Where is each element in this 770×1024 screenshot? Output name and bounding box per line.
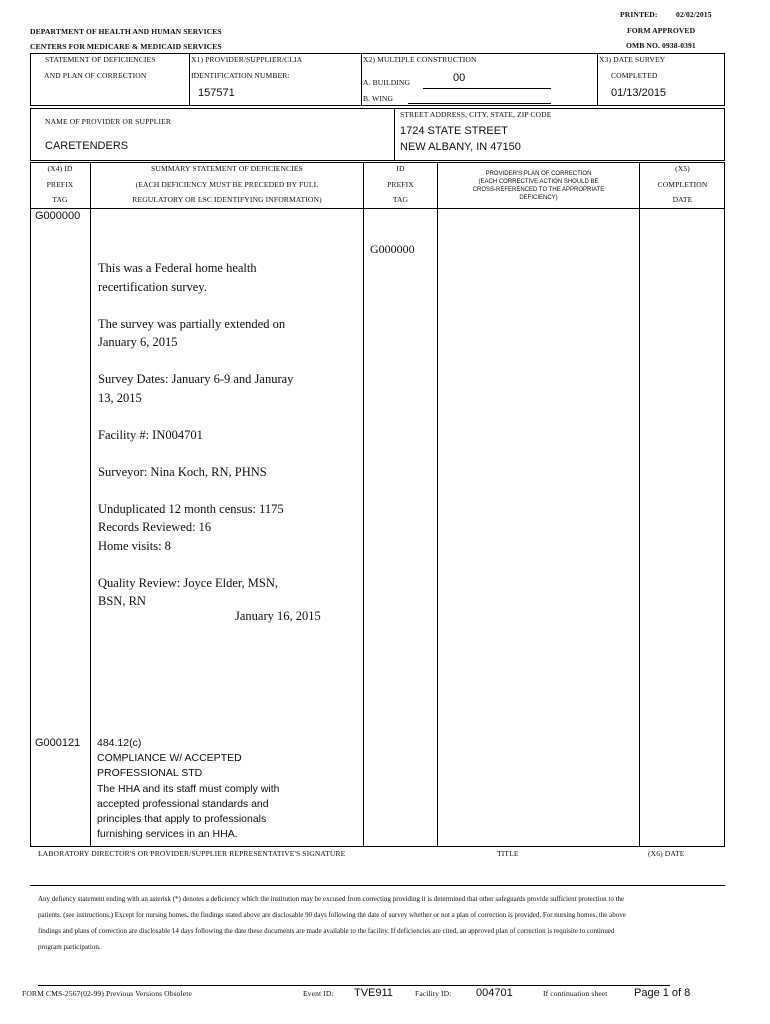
event-id: TVE911 <box>354 987 393 999</box>
provider-name-label: NAME OF PROVIDER OR SUPPLIER <box>45 117 172 126</box>
form-number: FORM CMS-2567(02-99) Previous Versions Obsolete <box>22 989 192 998</box>
plan-header-line4: DEFICIENCY) <box>519 195 558 201</box>
provider-name: CARETENDERS <box>45 140 129 152</box>
page-number: Page 1 of 8 <box>634 987 691 999</box>
date-header: DATE <box>672 195 693 204</box>
plan-tag-1: G000000 <box>370 242 415 256</box>
x4-prefix-header: PREFIX <box>46 180 74 189</box>
deficiency-text-1: This was a Federal home health recertification survey. The survey was partially extended on January 6, 2015 Survey Dates: January 6-9 and Januray 13, 2015 Facility #: IN004701 Surveyor: Nina Koch, RN, PHNS Unduplicated 12 month census: 1175 Records Reviewed: 16 Home visits: 8 Quality Review: Joyce Elder, MSN, BSN, RN <box>98 261 294 608</box>
identification-label: IDENTIFICATION NUMBER: <box>191 71 290 80</box>
x4-tag-header: TAG <box>52 195 68 204</box>
plan-header-line2: (EACH CORRECTIVE ACTION SHOULD BE <box>478 179 599 185</box>
department-title: DEPARTMENT OF HEALTH AND HUMAN SERVICES <box>30 27 222 36</box>
provider-number: 157571 <box>198 87 235 99</box>
deficiency-tag-2: G000121 <box>35 737 81 749</box>
review-date: January 16, 2015 <box>235 609 321 623</box>
deficiency-tag-1: G000000 <box>35 210 81 222</box>
event-id-label: Event ID: <box>303 989 334 998</box>
deficiency-text-2: 484.12(c) COMPLIANCE W/ ACCEPTED PROFESSIONAL STD The HHA and its staff must comply with accepted professional standards and principles that apply to professionals furnishing services in an HHA. <box>97 737 280 841</box>
completion-header: COMPLETION <box>657 180 708 189</box>
printed-label: PRINTED: <box>620 10 658 19</box>
street-address: 1724 STATE STREET <box>400 125 508 137</box>
omb-number: OMB NO. 0938-0391 <box>626 41 696 50</box>
provider-clia-label: X1) PROVIDER/SUPPLIER/CLIA <box>191 55 303 64</box>
wing-label: B. WING <box>363 94 394 103</box>
id-prefix-header: PREFIX <box>387 180 414 189</box>
provider-box <box>30 108 725 161</box>
signature-label: LABORATORY DIRECTOR'S OR PROVIDER/SUPPLIER REPRESENTATIVE'S SIGNATURE <box>38 849 346 858</box>
summary-header: SUMMARY STATEMENT OF DEFICIENCIES <box>151 164 303 173</box>
plan-of-correction-label: AND PLAN OF CORRECTION <box>44 71 147 80</box>
centers-title: CENTERS FOR MEDICARE & MEDICAID SERVICES <box>30 42 222 51</box>
id-tag-header: TAG <box>392 195 409 204</box>
id-header: ID <box>396 164 405 173</box>
building-value: 00 <box>453 72 466 84</box>
plan-header-line3: CROSS-REFERENCED TO THE APPROPRIATE <box>472 187 605 193</box>
survey-completed-date: 01/13/2015 <box>611 87 667 99</box>
facility-id-label: Facility ID: <box>415 989 452 998</box>
form-approved: FORM APPROVED <box>627 26 696 35</box>
plan-header: PROVIDER'S PLAN OF CORRECTION <box>485 171 592 177</box>
facility-id: 004701 <box>476 987 513 999</box>
city-state-zip: NEW ALBANY, IN 47150 <box>400 141 521 153</box>
date-survey-label: X3) DATE SURVEY <box>599 55 666 64</box>
building-label: A. BUILDING <box>363 78 411 87</box>
statement-label: STATEMENT OF DEFICIENCIES <box>45 55 156 64</box>
x4-id-header: (X4) ID <box>47 164 73 173</box>
summary-header-line3: REGULATORY OR LSC IDENTIFYING INFORMATION) <box>132 195 322 204</box>
disclaimer-text: Any defiency statement ending with an asterisk (*) denotes a deficiency which the institution may be excused from correcting providing it is determined that other safeguards provide sufficient protection to the patients. (see instructions.) Except for nursing homes, the findings stated above are disclosable 90 days following the date of survey whether or not a plan of correction is provided. For nursing homes, the above findings and plans of correction are disclosable 14 days following the date these documents are made available to the facility. If deficiencies are cited, an approved plan of correction is requisite to continued program participation. <box>38 895 626 951</box>
completed-label: COMPLETED <box>611 71 658 80</box>
printed-date: 02/02/2015 <box>676 10 712 19</box>
x6-date-label: (X6) DATE <box>648 849 685 858</box>
x5-header: (X5) <box>675 164 690 173</box>
multiple-construction-label: X2) MULTIPLE CONSTRUCTION <box>363 55 477 64</box>
continuation-label: If continuation sheet <box>543 989 608 998</box>
title-label: TITLE <box>497 849 519 858</box>
address-label: STREET ADDRESS, CITY, STATE, ZIP CODE <box>400 110 552 119</box>
summary-header-line2: (EACH DEFICIENCY MUST BE PRECEDED BY FULL <box>135 180 319 189</box>
